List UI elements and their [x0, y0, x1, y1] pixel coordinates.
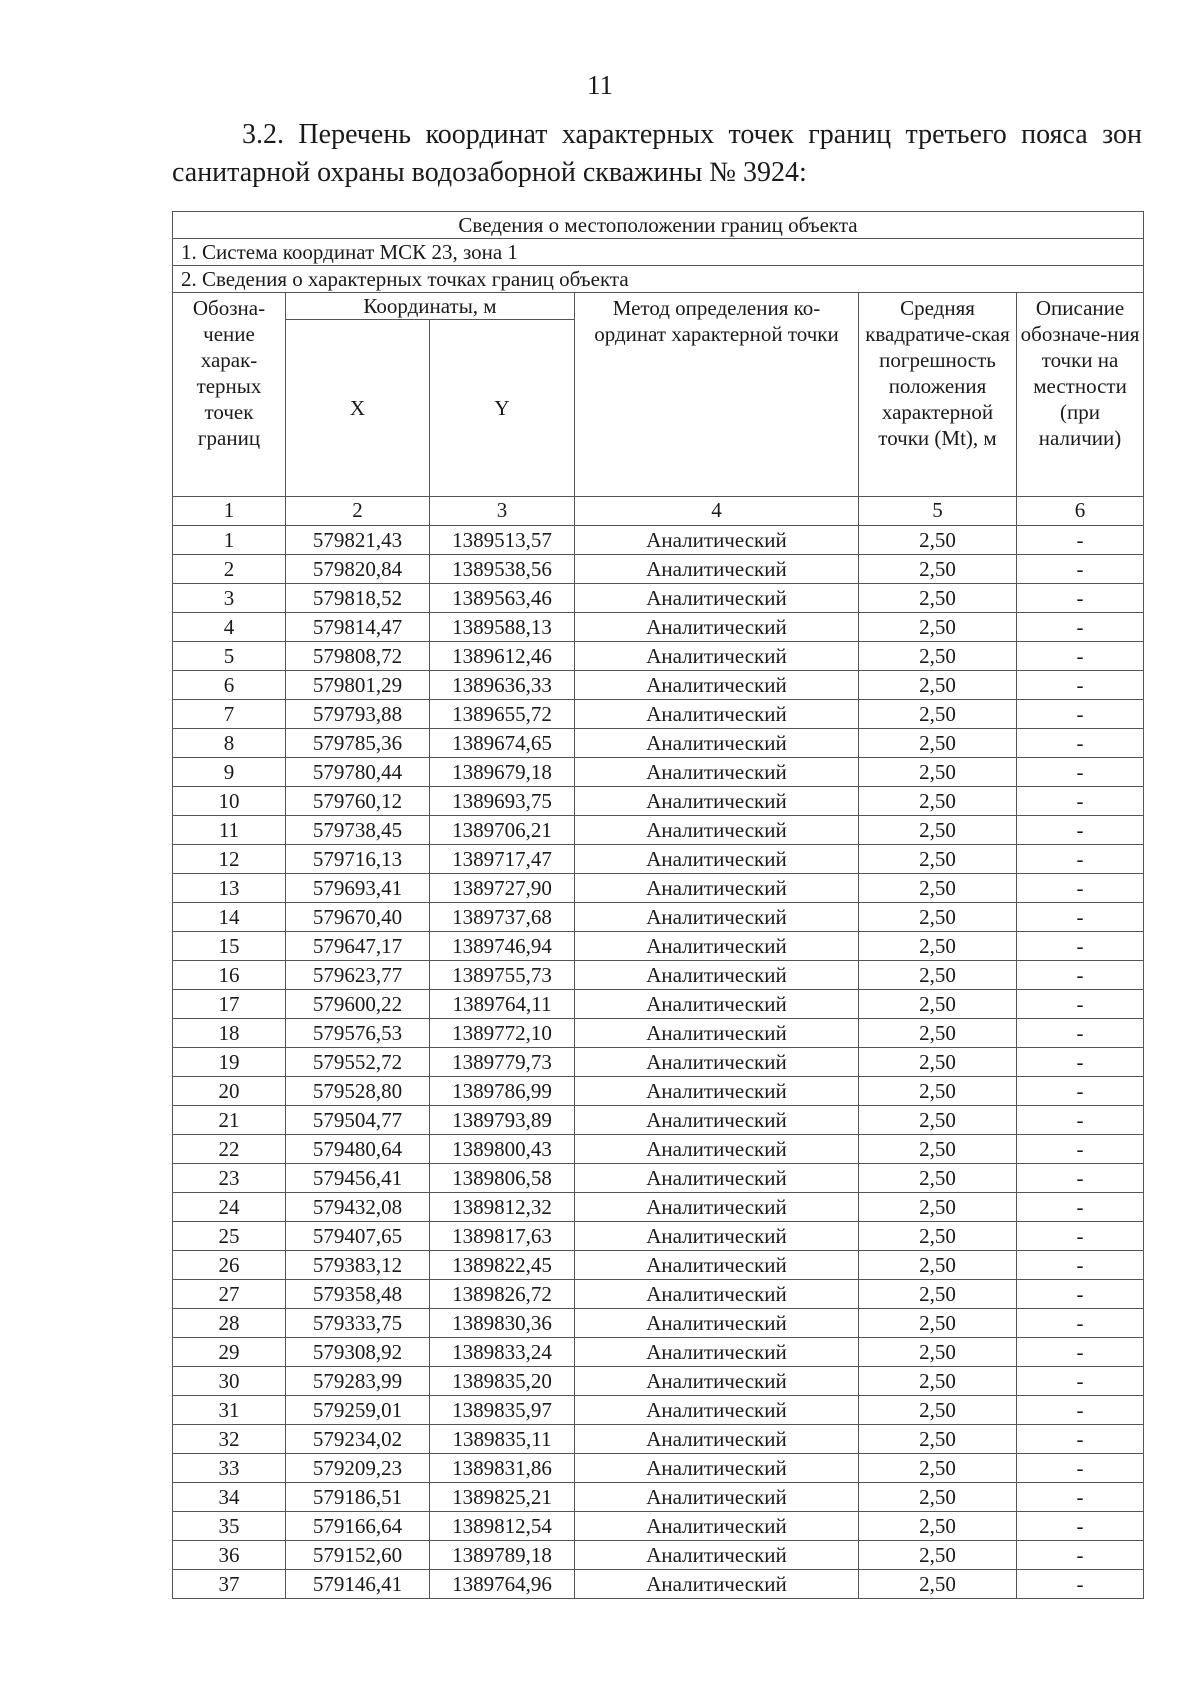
point-number: 36 — [173, 1541, 286, 1570]
table-row — [173, 1541, 1144, 1570]
coordinate-x: 579623,77 — [286, 961, 430, 990]
coordinates-table-body — [173, 526, 1144, 1599]
header-error: Средняя квадратиче-ская погрешность положения характерной точки (Mt), м — [859, 293, 1017, 497]
error-value: 2,50 — [859, 1077, 1017, 1106]
method: Аналитический — [575, 1135, 859, 1164]
method: Аналитический — [575, 816, 859, 845]
description: - — [1017, 990, 1144, 1019]
method: Аналитический — [575, 729, 859, 758]
description: - — [1017, 671, 1144, 700]
coordinate-y: 1389835,20 — [430, 1367, 575, 1396]
description: - — [1017, 1019, 1144, 1048]
error-value: 2,50 — [859, 758, 1017, 787]
coordinate-y: 1389831,86 — [430, 1454, 575, 1483]
error-value: 2,50 — [859, 1309, 1017, 1338]
header-description: Описание обозначе-ния точки на местности (при наличии) — [1017, 293, 1144, 497]
point-number: 2 — [173, 555, 286, 584]
table-row — [173, 758, 1144, 787]
coordinate-x: 579259,01 — [286, 1396, 430, 1425]
error-value: 2,50 — [859, 845, 1017, 874]
column-number: 4 — [575, 497, 859, 526]
description: - — [1017, 584, 1144, 613]
point-number: 3 — [173, 584, 286, 613]
table-row — [173, 961, 1144, 990]
table-row — [173, 787, 1144, 816]
coordinate-x: 579780,44 — [286, 758, 430, 787]
table-row — [173, 1396, 1144, 1425]
point-number: 17 — [173, 990, 286, 1019]
point-number: 25 — [173, 1222, 286, 1251]
description: - — [1017, 1309, 1144, 1338]
description: - — [1017, 932, 1144, 961]
coordinate-y: 1389612,46 — [430, 642, 575, 671]
point-number: 12 — [173, 845, 286, 874]
column-number: 2 — [286, 497, 430, 526]
coordinate-x: 579504,77 — [286, 1106, 430, 1135]
description: - — [1017, 1425, 1144, 1454]
coordinate-x: 579186,51 — [286, 1483, 430, 1512]
description: - — [1017, 1222, 1144, 1251]
method: Аналитический — [575, 613, 859, 642]
point-number: 8 — [173, 729, 286, 758]
error-value: 2,50 — [859, 932, 1017, 961]
coordinate-y: 1389822,45 — [430, 1251, 575, 1280]
error-value: 2,50 — [859, 1541, 1017, 1570]
method: Аналитический — [575, 932, 859, 961]
method: Аналитический — [575, 758, 859, 787]
column-number: 5 — [859, 497, 1017, 526]
table-title: Сведения о местоположении границ объекта — [173, 212, 1144, 239]
table-row — [173, 671, 1144, 700]
error-value: 2,50 — [859, 874, 1017, 903]
coordinate-x: 579785,36 — [286, 729, 430, 758]
coordinates-table — [172, 211, 1144, 1599]
point-number: 33 — [173, 1454, 286, 1483]
point-number: 34 — [173, 1483, 286, 1512]
coordinate-y: 1389755,73 — [430, 961, 575, 990]
coordinate-y: 1389789,18 — [430, 1541, 575, 1570]
point-number: 28 — [173, 1309, 286, 1338]
coordinate-x: 579647,17 — [286, 932, 430, 961]
table-row — [173, 1077, 1144, 1106]
error-value: 2,50 — [859, 1222, 1017, 1251]
table-row — [173, 1570, 1144, 1599]
error-value: 2,50 — [859, 1019, 1017, 1048]
coordinate-x: 579358,48 — [286, 1280, 430, 1309]
coordinate-y: 1389674,65 — [430, 729, 575, 758]
method: Аналитический — [575, 700, 859, 729]
method: Аналитический — [575, 1309, 859, 1338]
error-value: 2,50 — [859, 1106, 1017, 1135]
point-number: 13 — [173, 874, 286, 903]
coordinate-y: 1389636,33 — [430, 671, 575, 700]
coordinate-x: 579308,92 — [286, 1338, 430, 1367]
method: Аналитический — [575, 584, 859, 613]
coordinate-x: 579333,75 — [286, 1309, 430, 1338]
column-number: 3 — [430, 497, 575, 526]
table-row — [173, 1019, 1144, 1048]
error-value: 2,50 — [859, 729, 1017, 758]
coordinate-y: 1389800,43 — [430, 1135, 575, 1164]
points-caption: 2. Сведения о характерных точках границ объекта — [173, 266, 1144, 293]
point-number: 29 — [173, 1338, 286, 1367]
table-row — [173, 1512, 1144, 1541]
coordinate-x: 579821,43 — [286, 526, 430, 555]
coordinate-x: 579152,60 — [286, 1541, 430, 1570]
method: Аналитический — [575, 1106, 859, 1135]
point-number: 35 — [173, 1512, 286, 1541]
description: - — [1017, 1367, 1144, 1396]
description: - — [1017, 1164, 1144, 1193]
point-number: 5 — [173, 642, 286, 671]
description: - — [1017, 1512, 1144, 1541]
coordinate-y: 1389764,96 — [430, 1570, 575, 1599]
description: - — [1017, 1193, 1144, 1222]
coordinate-y: 1389835,11 — [430, 1425, 575, 1454]
method: Аналитический — [575, 1541, 859, 1570]
coordinate-y: 1389764,11 — [430, 990, 575, 1019]
point-number: 9 — [173, 758, 286, 787]
coordinate-y: 1389746,94 — [430, 932, 575, 961]
point-number: 32 — [173, 1425, 286, 1454]
error-value: 2,50 — [859, 1483, 1017, 1512]
method: Аналитический — [575, 555, 859, 584]
table-row — [173, 642, 1144, 671]
section-heading — [172, 116, 1142, 192]
method: Аналитический — [575, 1338, 859, 1367]
coordinate-x: 579670,40 — [286, 903, 430, 932]
method: Аналитический — [575, 1164, 859, 1193]
description: - — [1017, 1135, 1144, 1164]
method: Аналитический — [575, 526, 859, 555]
point-number: 27 — [173, 1280, 286, 1309]
coordinate-x: 579600,22 — [286, 990, 430, 1019]
coordinate-x: 579407,65 — [286, 1222, 430, 1251]
description: - — [1017, 1483, 1144, 1512]
error-value: 2,50 — [859, 990, 1017, 1019]
point-number: 10 — [173, 787, 286, 816]
table-row — [173, 874, 1144, 903]
method: Аналитический — [575, 845, 859, 874]
coordinate-y: 1389706,21 — [430, 816, 575, 845]
coordinate-x: 579814,47 — [286, 613, 430, 642]
point-number: 22 — [173, 1135, 286, 1164]
point-number: 20 — [173, 1077, 286, 1106]
coordinate-y: 1389825,21 — [430, 1483, 575, 1512]
table-row — [173, 1454, 1144, 1483]
column-number: 6 — [1017, 497, 1144, 526]
error-value: 2,50 — [859, 671, 1017, 700]
description: - — [1017, 613, 1144, 642]
method: Аналитический — [575, 671, 859, 700]
table-row — [173, 1338, 1144, 1367]
coordinate-x: 579432,08 — [286, 1193, 430, 1222]
table-row — [173, 932, 1144, 961]
coordinate-x: 579820,84 — [286, 555, 430, 584]
error-value: 2,50 — [859, 526, 1017, 555]
coordinate-y: 1389727,90 — [430, 874, 575, 903]
method: Аналитический — [575, 1367, 859, 1396]
table-row — [173, 990, 1144, 1019]
description: - — [1017, 787, 1144, 816]
method: Аналитический — [575, 1570, 859, 1599]
description: - — [1017, 1251, 1144, 1280]
description: - — [1017, 1280, 1144, 1309]
coordinate-x: 579801,29 — [286, 671, 430, 700]
description: - — [1017, 1396, 1144, 1425]
error-value: 2,50 — [859, 816, 1017, 845]
description: - — [1017, 1570, 1144, 1599]
description: - — [1017, 526, 1144, 555]
description: - — [1017, 816, 1144, 845]
header-x: X — [286, 320, 430, 497]
coordinate-x: 579234,02 — [286, 1425, 430, 1454]
header-designation: Обозна-чение харак-терных точек границ — [173, 293, 286, 497]
method: Аналитический — [575, 1280, 859, 1309]
coordinate-y: 1389835,97 — [430, 1396, 575, 1425]
point-number: 24 — [173, 1193, 286, 1222]
error-value: 2,50 — [859, 1048, 1017, 1077]
header-coordinates: Координаты, м — [286, 293, 575, 320]
coordinate-x: 579793,88 — [286, 700, 430, 729]
description: - — [1017, 961, 1144, 990]
coordinate-x: 579738,45 — [286, 816, 430, 845]
error-value: 2,50 — [859, 700, 1017, 729]
method: Аналитический — [575, 903, 859, 932]
method: Аналитический — [575, 1483, 859, 1512]
description: - — [1017, 1454, 1144, 1483]
method: Аналитический — [575, 874, 859, 903]
error-value: 2,50 — [859, 584, 1017, 613]
error-value: 2,50 — [859, 1193, 1017, 1222]
point-number: 16 — [173, 961, 286, 990]
method: Аналитический — [575, 1251, 859, 1280]
coordinate-x: 579693,41 — [286, 874, 430, 903]
method: Аналитический — [575, 1019, 859, 1048]
coordinate-y: 1389737,68 — [430, 903, 575, 932]
coordinate-x: 579383,12 — [286, 1251, 430, 1280]
point-number: 6 — [173, 671, 286, 700]
point-number: 4 — [173, 613, 286, 642]
point-number: 19 — [173, 1048, 286, 1077]
table-row — [173, 1309, 1144, 1338]
table-row — [173, 1193, 1144, 1222]
coordinate-x: 579480,64 — [286, 1135, 430, 1164]
coordinate-y: 1389786,99 — [430, 1077, 575, 1106]
method: Аналитический — [575, 1512, 859, 1541]
coordinate-x: 579146,41 — [286, 1570, 430, 1599]
table-row — [173, 555, 1144, 584]
method: Аналитический — [575, 1193, 859, 1222]
error-value: 2,50 — [859, 903, 1017, 932]
coordinate-x: 579456,41 — [286, 1164, 430, 1193]
coordinate-y: 1389806,58 — [430, 1164, 575, 1193]
coordinate-y: 1389779,73 — [430, 1048, 575, 1077]
coordinate-y: 1389538,56 — [430, 555, 575, 584]
coordinate-system: 1. Система координат МСК 23, зона 1 — [173, 239, 1144, 266]
point-number: 15 — [173, 932, 286, 961]
error-value: 2,50 — [859, 1251, 1017, 1280]
coordinate-y: 1389655,72 — [430, 700, 575, 729]
table-row — [173, 1280, 1144, 1309]
error-value: 2,50 — [859, 1425, 1017, 1454]
error-value: 2,50 — [859, 555, 1017, 584]
description: - — [1017, 1106, 1144, 1135]
error-value: 2,50 — [859, 1164, 1017, 1193]
method: Аналитический — [575, 961, 859, 990]
coordinate-x: 579528,80 — [286, 1077, 430, 1106]
coordinate-x: 579166,64 — [286, 1512, 430, 1541]
coordinate-x: 579209,23 — [286, 1454, 430, 1483]
table-row — [173, 729, 1144, 758]
error-value: 2,50 — [859, 1512, 1017, 1541]
header-y: Y — [430, 320, 575, 497]
coordinate-x: 579576,53 — [286, 1019, 430, 1048]
table-row — [173, 1483, 1144, 1512]
description: - — [1017, 1541, 1144, 1570]
method: Аналитический — [575, 990, 859, 1019]
table-row — [173, 845, 1144, 874]
coordinate-x: 579552,72 — [286, 1048, 430, 1077]
table-row — [173, 1048, 1144, 1077]
coordinate-y: 1389812,54 — [430, 1512, 575, 1541]
table-row — [173, 1251, 1144, 1280]
description: - — [1017, 642, 1144, 671]
table-row — [173, 700, 1144, 729]
method: Аналитический — [575, 1425, 859, 1454]
error-value: 2,50 — [859, 642, 1017, 671]
coordinate-x: 579808,72 — [286, 642, 430, 671]
error-value: 2,50 — [859, 613, 1017, 642]
table-row — [173, 1367, 1144, 1396]
coordinate-y: 1389793,89 — [430, 1106, 575, 1135]
table-row — [173, 613, 1144, 642]
coordinate-y: 1389833,24 — [430, 1338, 575, 1367]
method: Аналитический — [575, 1222, 859, 1251]
table-row — [173, 1222, 1144, 1251]
coordinate-x: 579283,99 — [286, 1367, 430, 1396]
coordinate-y: 1389817,63 — [430, 1222, 575, 1251]
coordinate-y: 1389588,13 — [430, 613, 575, 642]
method: Аналитический — [575, 787, 859, 816]
error-value: 2,50 — [859, 1135, 1017, 1164]
description: - — [1017, 729, 1144, 758]
coordinate-x: 579760,12 — [286, 787, 430, 816]
description: - — [1017, 758, 1144, 787]
point-number: 14 — [173, 903, 286, 932]
error-value: 2,50 — [859, 1338, 1017, 1367]
table-row — [173, 1164, 1144, 1193]
coordinate-y: 1389563,46 — [430, 584, 575, 613]
description: - — [1017, 1077, 1144, 1106]
coordinate-y: 1389693,75 — [430, 787, 575, 816]
error-value: 2,50 — [859, 787, 1017, 816]
column-number: 1 — [173, 497, 286, 526]
method: Аналитический — [575, 1077, 859, 1106]
point-number: 11 — [173, 816, 286, 845]
coordinate-x: 579716,13 — [286, 845, 430, 874]
description: - — [1017, 555, 1144, 584]
table-row — [173, 903, 1144, 932]
error-value: 2,50 — [859, 1367, 1017, 1396]
table-row — [173, 1135, 1144, 1164]
description: - — [1017, 700, 1144, 729]
description: - — [1017, 845, 1144, 874]
coordinate-y: 1389679,18 — [430, 758, 575, 787]
section-heading-text: 3.2. Перечень координат характерных точек границ третьего пояса зон санитарной охраны водозаборной скважины № 3924: — [172, 119, 1142, 188]
table-row — [173, 816, 1144, 845]
point-number: 30 — [173, 1367, 286, 1396]
error-value: 2,50 — [859, 1570, 1017, 1599]
coordinate-y: 1389830,36 — [430, 1309, 575, 1338]
description: - — [1017, 1048, 1144, 1077]
description: - — [1017, 903, 1144, 932]
point-number: 23 — [173, 1164, 286, 1193]
point-number: 18 — [173, 1019, 286, 1048]
point-number: 1 — [173, 526, 286, 555]
method: Аналитический — [575, 1454, 859, 1483]
error-value: 2,50 — [859, 1280, 1017, 1309]
table-row — [173, 1106, 1144, 1135]
description: - — [1017, 1338, 1144, 1367]
error-value: 2,50 — [859, 1396, 1017, 1425]
table-row — [173, 526, 1144, 555]
coordinate-y: 1389513,57 — [430, 526, 575, 555]
method: Аналитический — [575, 1396, 859, 1425]
coordinate-y: 1389717,47 — [430, 845, 575, 874]
point-number: 26 — [173, 1251, 286, 1280]
error-value: 2,50 — [859, 1454, 1017, 1483]
coordinate-y: 1389812,32 — [430, 1193, 575, 1222]
point-number: 7 — [173, 700, 286, 729]
coordinate-y: 1389826,72 — [430, 1280, 575, 1309]
method: Аналитический — [575, 1048, 859, 1077]
header-method: Метод определения ко-ординат характерной точки — [575, 293, 859, 497]
table-row — [173, 584, 1144, 613]
table-row — [173, 1425, 1144, 1454]
coordinate-x: 579818,52 — [286, 584, 430, 613]
point-number: 37 — [173, 1570, 286, 1599]
point-number: 21 — [173, 1106, 286, 1135]
method: Аналитический — [575, 642, 859, 671]
description: - — [1017, 874, 1144, 903]
point-number: 31 — [173, 1396, 286, 1425]
coordinate-y: 1389772,10 — [430, 1019, 575, 1048]
page-number: 11 — [587, 70, 613, 100]
error-value: 2,50 — [859, 961, 1017, 990]
